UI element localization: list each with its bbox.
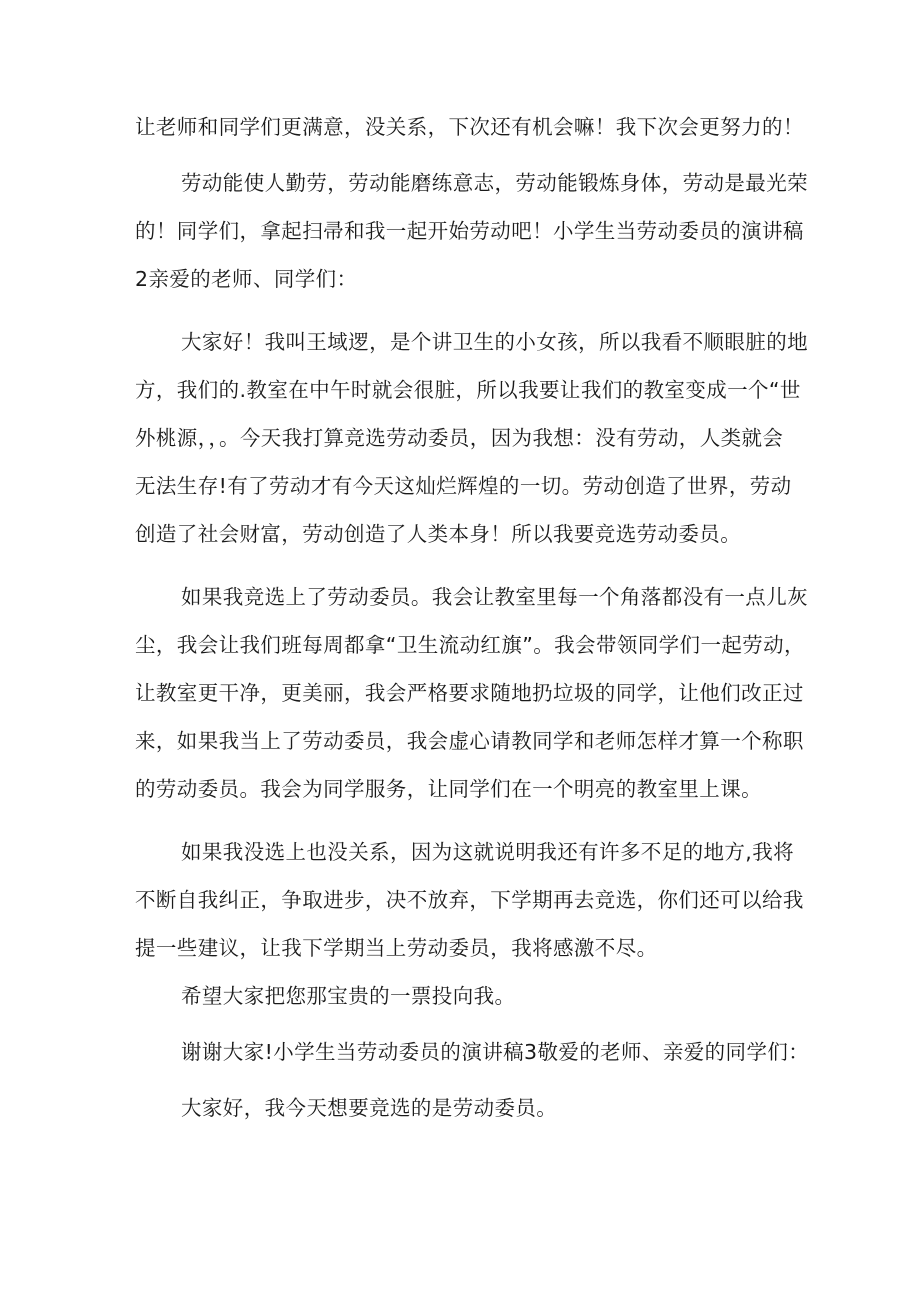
paragraph-line: 创造了社会财富，劳动创造了人类本身！所以我要竞选劳动委员。 (135, 522, 742, 546)
paragraph-line: 的劳动委员。我会为同学服务，让同学们在一个明亮的教室里上课。 (135, 777, 762, 801)
paragraph-line: 提一些建议，让我下学期当上劳动委员，我将感激不尽。 (135, 936, 658, 960)
paragraph-line: 希望大家把您那宝贵的一票投向我。 (181, 984, 516, 1008)
paragraph-line: 的！同学们，拿起扫帚和我一起开始劳动吧！小学生当劳动委员的演讲稿 (135, 219, 804, 243)
paragraph-line: 如果我竞选上了劳动委员。我会让教室里每一个角落都没有一点儿灰 (181, 585, 808, 609)
paragraph-line: 大家好！我叫王域逻，是个讲卫生的小女孩，所以我看不顺眼脏的地 (181, 330, 808, 354)
paragraph-line: 谢谢大家!小学生当劳动委员的演讲稿3敬爱的老师、亲爱的同学们： (181, 1040, 810, 1064)
paragraph-line: 让教室更干净，更美丽，我会严格要求随地扔垃圾的同学，让他们改正过 (135, 681, 804, 705)
paragraph-line: 尘，我会让我们班每周都拿“卫生流动红旗”。我会带领同学们一起劳动， (135, 633, 805, 657)
paragraph-line: 2亲爱的老师、同学们： (135, 267, 358, 291)
paragraph-line: 如果我没选上也没关系，因为这就说明我还有许多不足的地方,我将 (181, 840, 795, 864)
text-line: 让老师和同学们更满意，没关系，下次还有机会嘛！我下次会更努力的！ (135, 115, 804, 139)
paragraph-line: 不断自我纠正，争取进步，决不放弃，下学期再去竞选，你们还可以给我 (135, 888, 804, 912)
paragraph-line: 方，我们的.教室在中午时就会很脏，所以我要让我们的教室变成一个“世 (135, 378, 801, 402)
paragraph-line: 无法生存!有了劳动才有今天这灿烂辉煌的一切。劳动创造了世界，劳动 (135, 474, 792, 498)
paragraph-line: 外桃源，，。今天我打算竞选劳动委员，因为我想：没有劳动，人类就会 (135, 426, 784, 450)
paragraph-line: 劳动能使人勤劳，劳动能磨练意志，劳动能锻炼身体，劳动是最光荣 (181, 171, 808, 195)
paragraph-line: 来，如果我当上了劳动委员，我会虚心请教同学和老师怎样才算一个称职 (135, 729, 804, 753)
paragraph-line: 大家好，我今天想要竞选的是劳动委员。 (181, 1096, 558, 1120)
